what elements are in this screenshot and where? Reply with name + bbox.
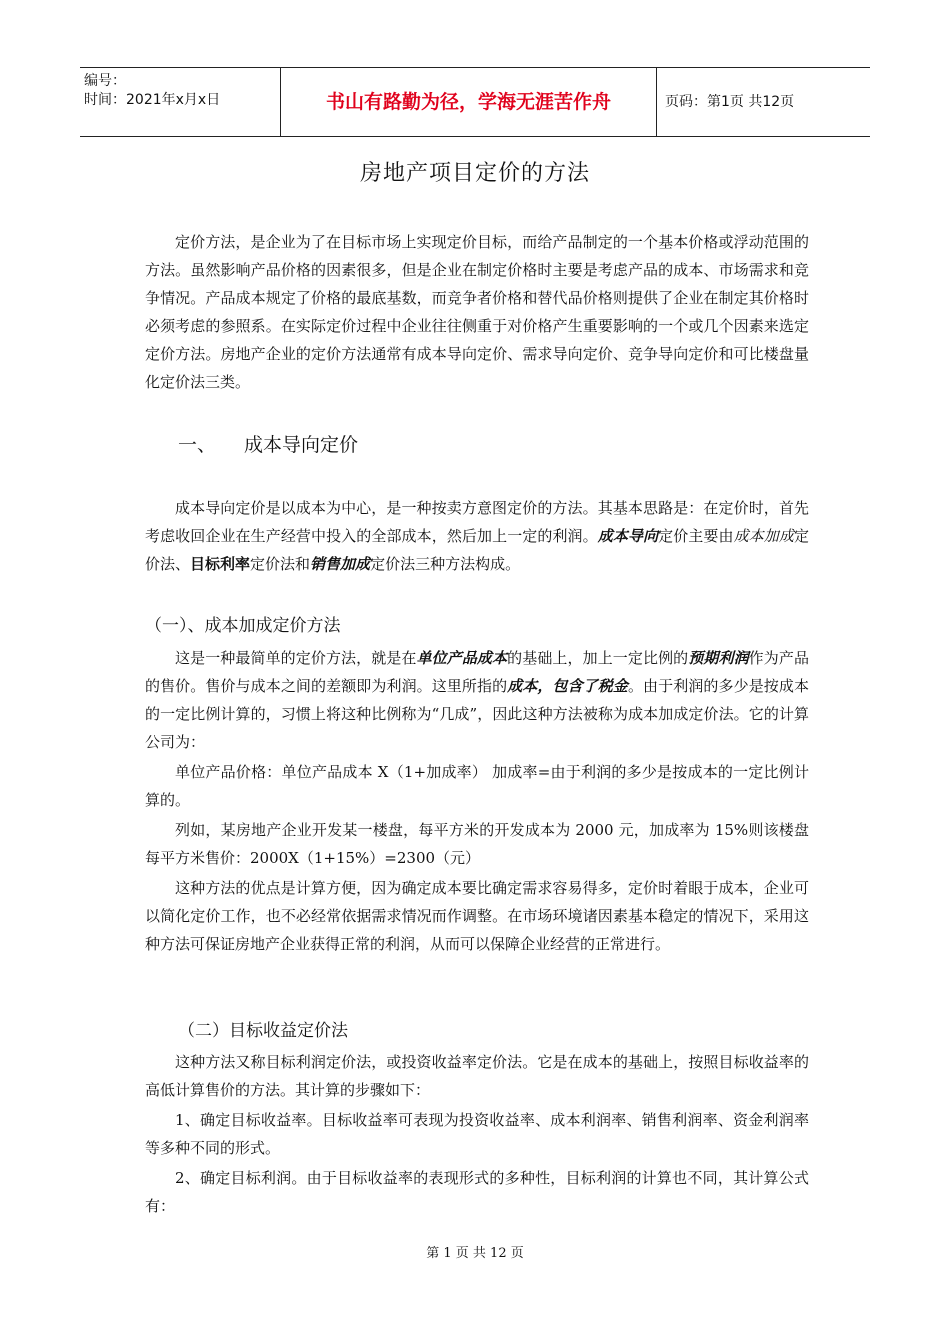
section-title: 成本导向定价 [244, 434, 359, 456]
sub2-paragraph-1: 这种方法又称目标利润定价法，或投资收益率定价法。它是在成本的基础上，按照目标收益率的高低计算售价的方法。其计算的步骤如下： [145, 1053, 809, 1099]
text-run: 定价主要由 [658, 527, 734, 545]
emphasis-run: 预期利润 [688, 649, 749, 667]
subsection-heading-2: （二）目标收益定价法 [178, 1021, 348, 1041]
document-title: 房地产项目定价的方法 [359, 161, 590, 186]
sub1-example-paragraph: 列如，某房地产企业开发某一楼盘，每平方米的开发成本为 2000 元，加成率为 15%则该楼盘每平方米售价：2000X（1+15%）=2300（元） [145, 821, 809, 867]
section1-paragraph [145, 494, 809, 578]
text-run: 这是一种最简单的定价方法，就是在 [175, 649, 417, 667]
text-run: 定价法三种方法构成。 [370, 555, 521, 573]
text-run: 定价法、 [145, 527, 809, 573]
text-run: 定价法和 [250, 555, 311, 573]
text-run: 。由于利润的多少是按成本的一定比例计算的，习惯上将这种比例称为“几成”，因此这种方法被称为成本加成定价法。它的计算公司为： [145, 677, 809, 751]
header-meta [80, 68, 280, 140]
date-label: 时间：2021年x月x日 [84, 92, 221, 108]
emphasis-run: 成本，包含了税金 [507, 677, 628, 695]
subsection-heading-1: （一）、成本加成定价方法 [145, 616, 341, 636]
header-motto: 书山有路勤为径，学海无涯苦作舟 [280, 68, 657, 136]
number-label: 编号： [84, 73, 126, 89]
sub1-advantage-paragraph: 这种方法的优点是计算方便，因为确定成本要比确定需求容易得多，定价时着眼于成本，企业可以简化定价工作，也不必经常依据需求情况而作调整。在市场环境诸因素基本稳定的情况下，采用这种方法可保证房地产企业获得正常的利润，从而可以保障企业经营的正常进行。 [145, 879, 809, 953]
emphasis-run: 成本加成 [733, 527, 794, 545]
text-run: 的基础上，加上一定比例的 [507, 649, 689, 667]
page-header [80, 67, 870, 137]
sub2-step-2: 2、确定目标利润。由于目标收益率的表现形式的多种性，目标利润的计算也不同，其计算公式有： [145, 1169, 809, 1215]
sub2-step-1: 1、确定目标收益率。目标收益率可表现为投资收益率、成本利润率、销售利润率、资金利润率等多种不同的形式。 [145, 1111, 809, 1157]
text-run: 作为产品的售价。售价与成本之间的差额即为利润。这里所指的 [145, 649, 809, 695]
emphasis-run: 单位产品成本 [416, 649, 508, 667]
sub1-formula-paragraph: 单位产品价格：单位产品成本 X（1+加成率） 加成率=由于利润的多少是按成本的一定比例计算的。 [145, 763, 809, 809]
section-heading-1 [178, 431, 358, 459]
sub1-paragraph-1 [145, 644, 809, 756]
text-run: 成本导向定价是以成本为中心，是一种按卖方意图定价的方法。其基本思路是：在定价时，首先考虑收回企业在生产经营中投入的全部成本，然后加上一定的利润。 [145, 499, 809, 545]
header-page-label: 页码：第1页 共12页 [665, 94, 795, 110]
intro-paragraph: 定价方法，是企业为了在目标市场上实现定价目标，而给产品制定的一个基本价格或浮动范围的方法。虽然影响产品价格的因素很多，但是企业在制定价格时主要是考虑产品的成本、市场需求和竞争情况。产品成本规定了价格的最底基数，而竞争者价格和替代品价格则提供了企业在制定其价格时必须考虑的参照系。在实际定价过程中企业往往侧重于对价格产生重要影响的一个或几个因素来选定定价方法。房地产企业的定价方法通常有成本导向定价、需求导向定价、竞争导向定价和可比楼盘量化定价法三类。 [145, 233, 809, 391]
page-footer: 第 1 页 共 12 页 [426, 1246, 524, 1261]
emphasis-run: 目标利率 [190, 555, 251, 573]
section-number: 一、 [178, 434, 217, 456]
emphasis-run: 成本导向 [597, 527, 659, 545]
emphasis-run: 销售加成 [310, 555, 371, 573]
